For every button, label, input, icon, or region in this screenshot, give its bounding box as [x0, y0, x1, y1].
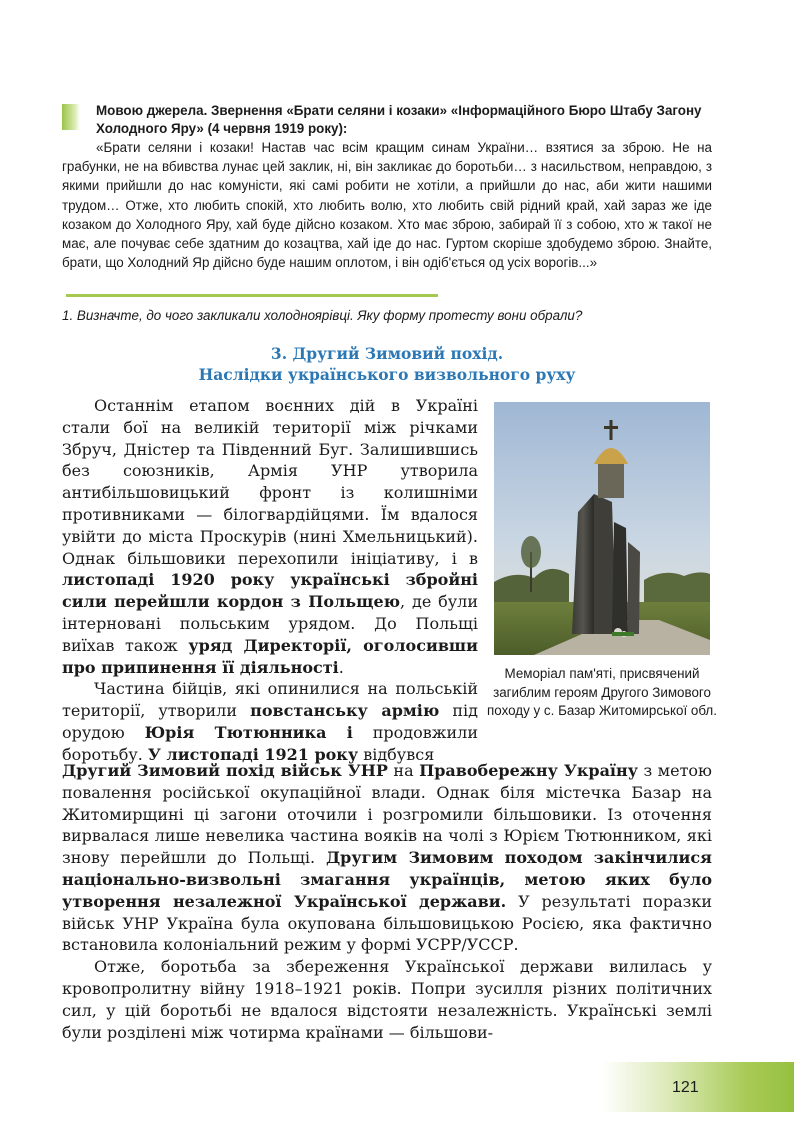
memorial-image	[494, 402, 710, 655]
paragraph-2-cont: Другий Зимовий похід військ УНР на Правобережну Україну з метою повалення російської окупаційної влади. Однак біля містечка Базар на Житомирщині ці загони оточили і розгромили більшовики. Із оточення вирвалася лише невелика частина вояків на чолі з Юрієм Тютюнником, які знову перейшли до Польщі. Другим Зимовим походом закінчилися національно-визвольні змагання українців, метою яких було утворення незалежної Української держави. У результаті поразки військ УНР Україна була окупована більшовицькою Росією, яка фактично встановила колоніальний режим у формі УСРР/УССР.	[62, 761, 713, 955]
paragraph-3: Отже, боротьба за збереження Української держави вилилась у кровопролитну війну 1918–1921 років. Попри зусилля різних політичних сил, у цій боротьбі не вдалося відстояти незалежність. Українські землі були розділені між чотирма країнами — більшови-	[62, 957, 712, 1042]
paragraph-1: Останнім етапом воєнних дій в Україні стали бої на великій території між річками Збруч, Дністер та Південний Буг. Залишившись без союзників, Армія УНР утворила антибільшовицький фронт із колишніми противниками — білогвардійцями. Їм вдалося увійти до міста Проскурів (нині Хмельницький). Однак більшовики перехопили ініціативу, і в листопаді 1920 року українські збройні сили перейшли кордон з Польщею, де були інтерновані польським урядом. До Польщі виїхав також уряд Директорії, оголосивши про припинення її діяльності.	[62, 396, 478, 677]
section-heading	[62, 344, 712, 385]
section-heading-line1: 3. Другий Зимовий похід.	[270, 344, 504, 363]
photo-caption: Меморіал пам'яті, присвячений загиблим героям Другого Зимового походу у с. Базар Житомирської обл.	[487, 666, 717, 718]
body-column-left	[62, 395, 478, 766]
source-divider	[66, 294, 438, 297]
source-question: 1. Визначте, до чого закликали холодноярівці. Яку форму протесту вони обрали?	[62, 308, 583, 323]
paragraph-2-start: Частина бійців, які опинилися на польській території, утворили повстанську армію під орудою Юрія Тютюнника і продовжили боротьбу. У листопаді 1921 року відбувся	[62, 679, 478, 764]
memorial-photo	[494, 402, 710, 655]
section-heading-line2: Наслідки українського визвольного руху	[198, 364, 576, 384]
source-quote: «Брати селяни і козаки! Настав час всім кращим синам України… взятися за зброю. Не на грабунки, не на вбивства лунає цей заклик, ні, він закликає до боротьби… з насильством, неправдою, з якими прийшли до нас комуністи, які самі робити не хотіли, а прийшли до нас, аби жити нашими трудом… Отже, хто любить спокій, хто любить волю, хто любить свій рідний край, хай зараз же іде козаком до Холодного Яру, хай буде дійсно козаком. Хто має зброю, забирай її з собою, хто ж такої не має, але почуває себе здатним до козацтва, хай іде до нас. Гуртом скоріше здобудемо зброю. Знайте, брати, що Холодний Яр дійсно буде нашим оплотом, і він одіб'ється од усіх ворогів...»	[62, 140, 712, 271]
source-marker	[62, 104, 80, 130]
page-number: 121	[672, 1079, 699, 1096]
body-column-full	[62, 760, 712, 1043]
source-title: Мовою джерела. Звернення «Брати селяни і козаки» «Інформаційного Бюро Штабу Загону Холодного Яру» (4 червня 1919 року):	[96, 103, 702, 136]
